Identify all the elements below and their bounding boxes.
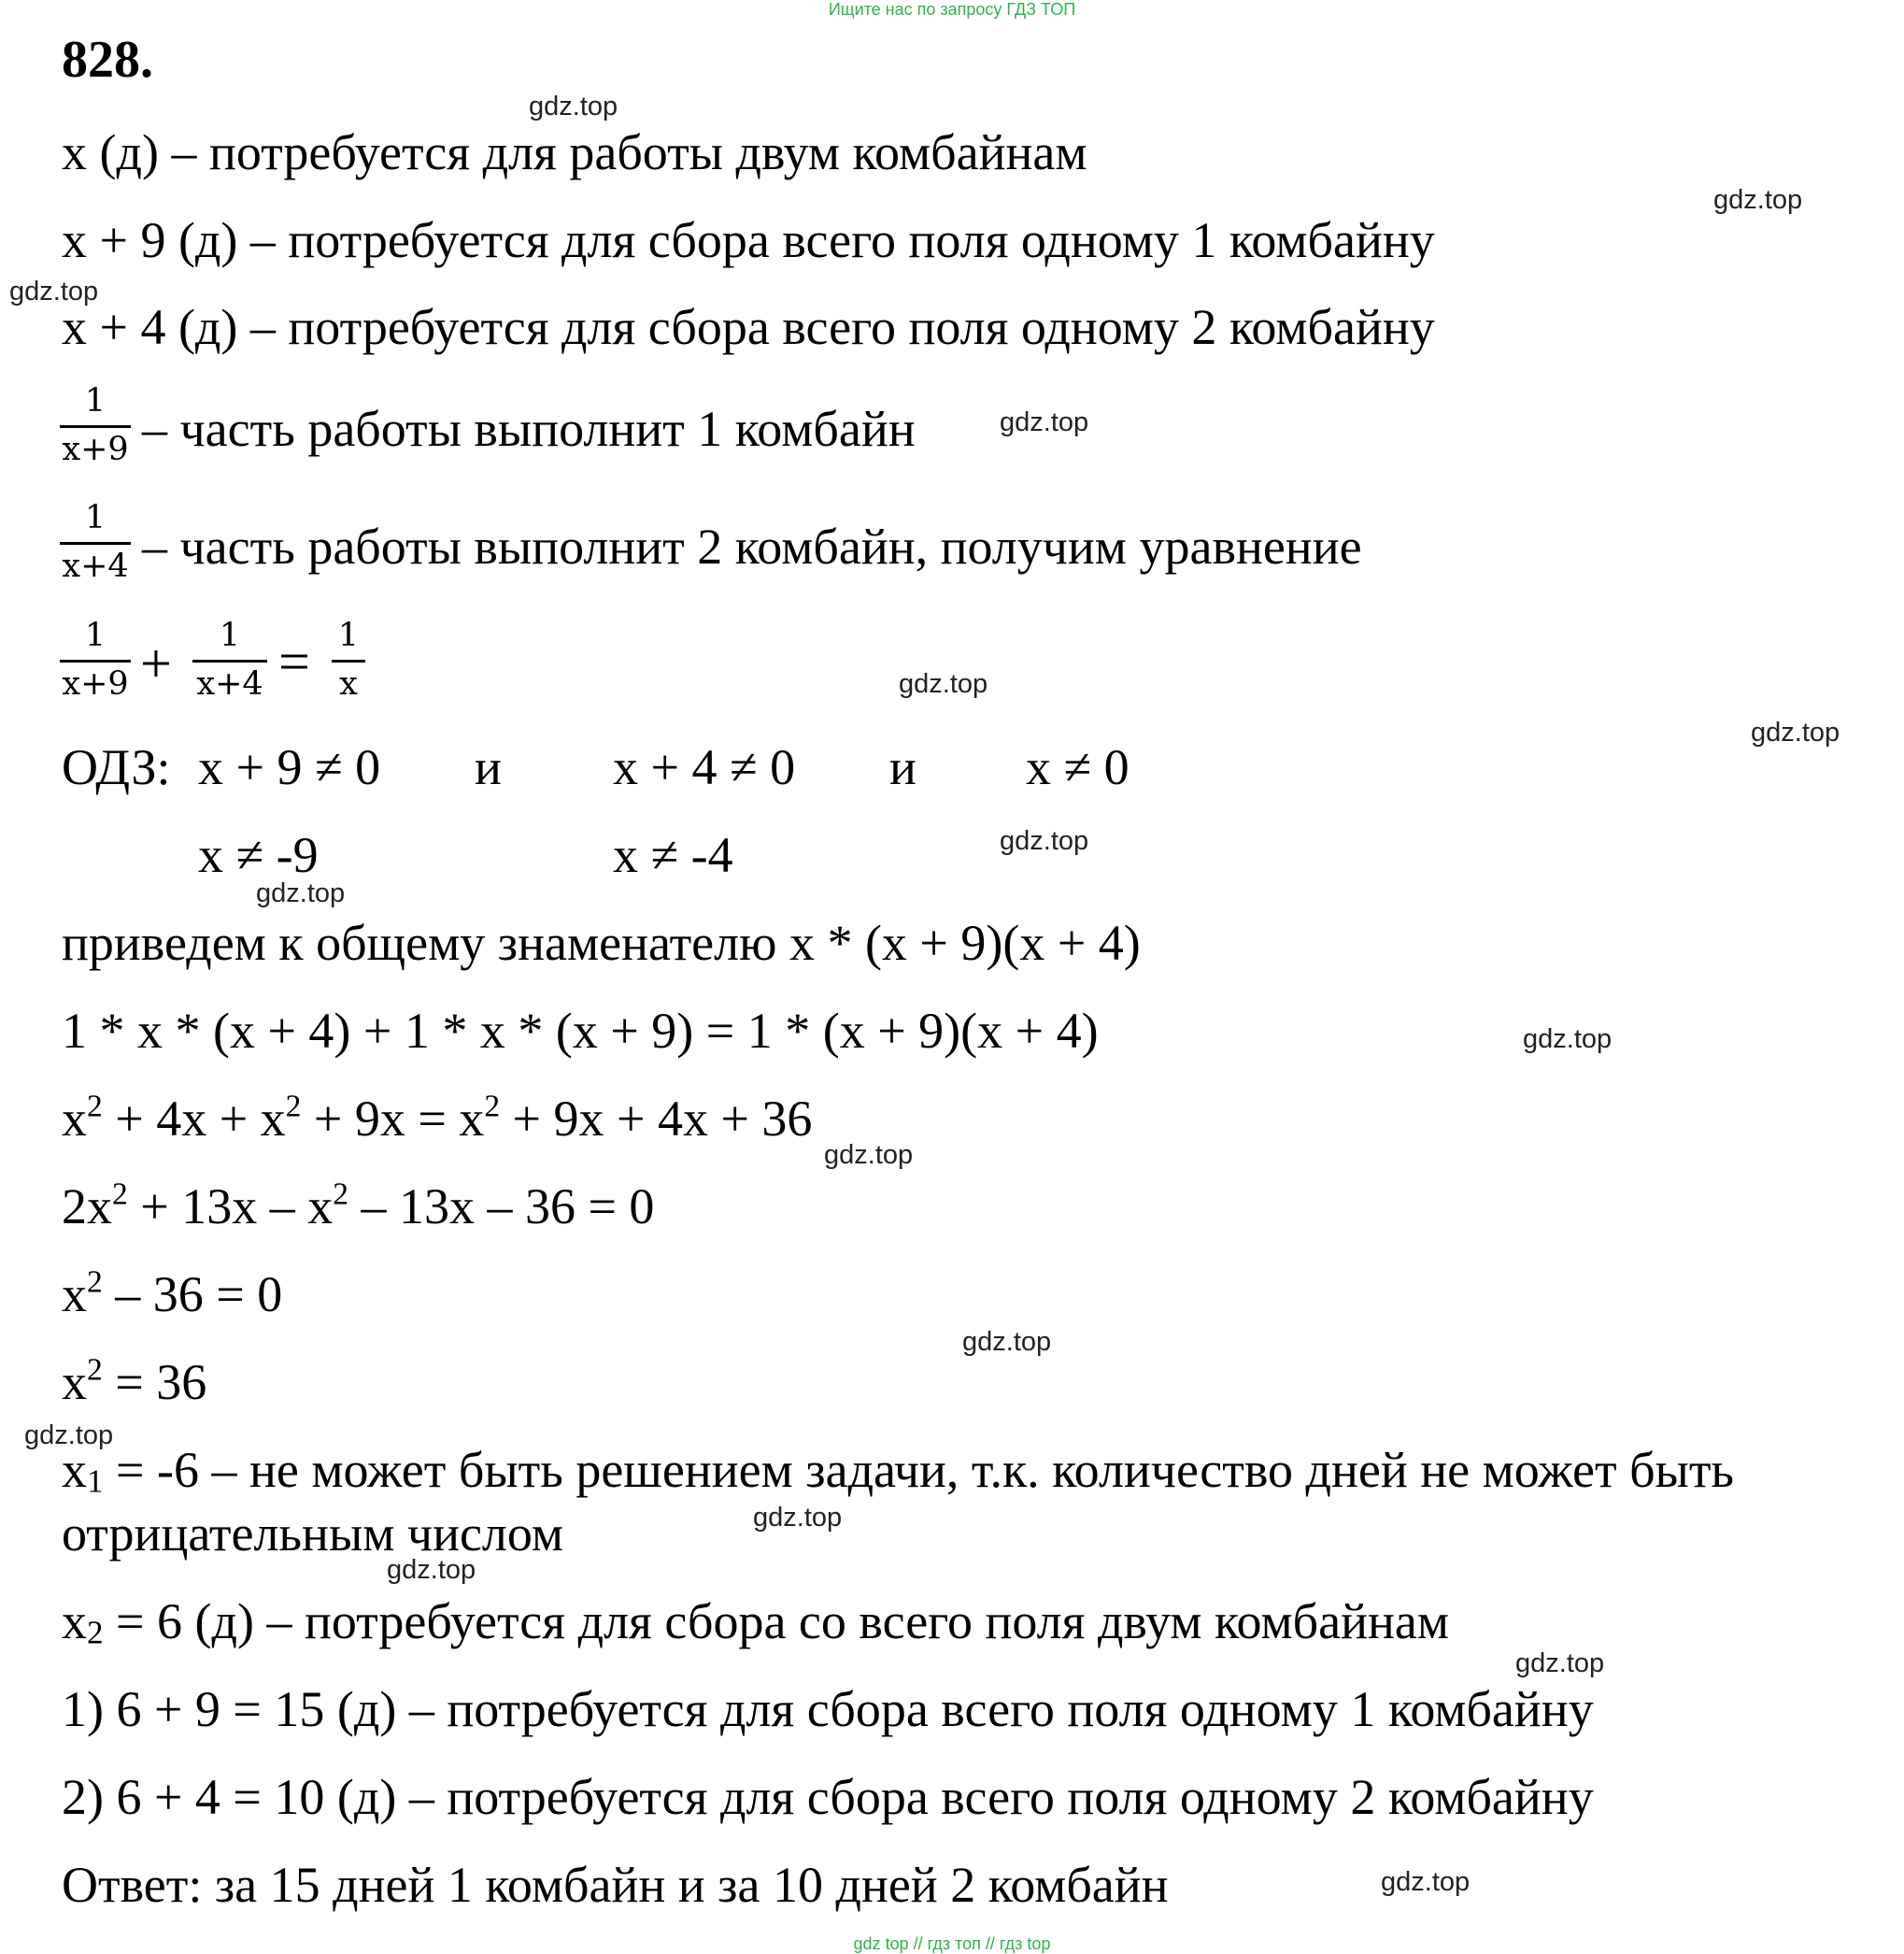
line-step-2: 2) 6 + 4 = 10 (д) – потребуется для сбора всего поля одному 2 комбайну [62, 1769, 1594, 1825]
watermark-text: gdz.top [387, 1555, 476, 1585]
fraction-numerator: 1 [84, 617, 107, 654]
equation-fraction-b [192, 617, 267, 703]
fraction-numerator: 1 [219, 617, 241, 654]
line-root-2: $x_2 = 6$ (д) – потребуется для сбора со всего поля двум комбайнам [62, 1593, 1450, 1651]
fraction-denominator: x+4 [196, 665, 263, 703]
watermark-text: gdz.top [1713, 185, 1803, 215]
odz-result-1: x ≠ -9 [198, 827, 319, 883]
line-step-1: 1) 6 + 9 = 15 (д) – потребуется для сбора всего поля одному 1 комбайну [62, 1681, 1594, 1737]
fraction-numerator: 1 [337, 617, 360, 654]
line-expanded-equation: 1 * x * (x + 4) + 1 * x * (x + 9) = 1 * (x + 9)(x + 4) [62, 1003, 1099, 1059]
watermark-text: gdz.top [24, 1420, 114, 1450]
fraction-1-over-x-plus-4 [60, 499, 131, 585]
watermark-text: gdz.top [824, 1140, 914, 1170]
fraction-denominator: x+4 [62, 548, 129, 585]
footer-banner: gdz top // гдз топ // гдз top [853, 1934, 1051, 1953]
watermark-text: gdz.top [753, 1503, 843, 1533]
odz-result-2: x ≠ -4 [613, 827, 733, 883]
equation-fraction-c [332, 617, 365, 703]
fraction-denominator: x [339, 665, 358, 703]
plus-sign: + [140, 633, 172, 694]
watermark-text: gdz.top [962, 1327, 1052, 1357]
watermark-text: gdz.top [1523, 1024, 1613, 1054]
line-answer: Ответ: за 15 дней 1 комбайн и за 10 дней 2 комбайн [62, 1857, 1169, 1913]
header-banner: Ищите нас по запросу ГДЗ ТОП [828, 0, 1076, 19]
odz-condition-1: x + 9 ≠ 0 [198, 739, 381, 795]
watermark-text: gdz.top [529, 92, 618, 121]
odz-and-2: и [889, 739, 916, 795]
line-x-plus-9: x + 9 (д) – потребуется для сбора всего поля одному 1 комбайну [62, 212, 1435, 268]
watermark-text: gdz.top [1381, 1867, 1471, 1897]
line-quadratic-expanded: $x^2 + 4x + x^2 + 9x = x^2 + 9x + 4x + 36$ [62, 1089, 813, 1147]
fraction-denominator: x+9 [62, 665, 129, 703]
odz-and-1: и [475, 739, 502, 795]
equals-sign: = [278, 631, 310, 692]
watermark-text: gdz.top [1751, 718, 1840, 748]
watermark-text: gdz.top [1000, 407, 1089, 437]
equation-fraction-a [60, 617, 131, 703]
line-x-plus-4: x + 4 (д) – потребуется для сбора всего поля одному 2 комбайну [62, 299, 1435, 355]
odz-condition-3: x ≠ 0 [1026, 739, 1130, 795]
line-common-denominator: приведем к общему знаменателю x * (x + 9)(x + 4) [62, 915, 1141, 971]
line-root-1: $x_1 = -6$ – не может быть решением задачи, т.к. количество дней не может быть [62, 1442, 1735, 1500]
line-x-squared-minus-36: $x^2 - 36 = 0$ [62, 1264, 283, 1322]
watermark-text: gdz.top [9, 277, 99, 307]
line-x-two-combines: x (д) – потребуется для работы двум комбайнам [62, 124, 1087, 180]
fraction-1-over-x-plus-9 [60, 382, 131, 468]
watermark-text: gdz.top [1515, 1648, 1605, 1678]
fraction-numerator: 1 [84, 382, 107, 420]
line-x-squared-equals-36: $x^2 = 36$ [62, 1352, 207, 1410]
watermark-text: gdz.top [1000, 826, 1089, 856]
line-part-combine-1: – часть работы выполнит 1 комбайн [142, 401, 916, 457]
odz-label: ОДЗ: [62, 739, 171, 795]
line-collect-terms: $2x^2 + 13x - x^2 - 13x - 36 = 0$ [62, 1177, 655, 1234]
watermark-text: gdz.top [899, 669, 988, 699]
line-part-combine-2: – часть работы выполнит 2 комбайн, получим уравнение [142, 519, 1362, 575]
watermark-text: gdz.top [256, 878, 346, 908]
fraction-numerator: 1 [84, 499, 107, 536]
line-root-1-continued: отрицательным числом [62, 1505, 564, 1562]
problem-number: 828. [62, 31, 153, 89]
odz-condition-2: x + 4 ≠ 0 [613, 739, 796, 795]
fraction-denominator: x+9 [62, 431, 129, 468]
